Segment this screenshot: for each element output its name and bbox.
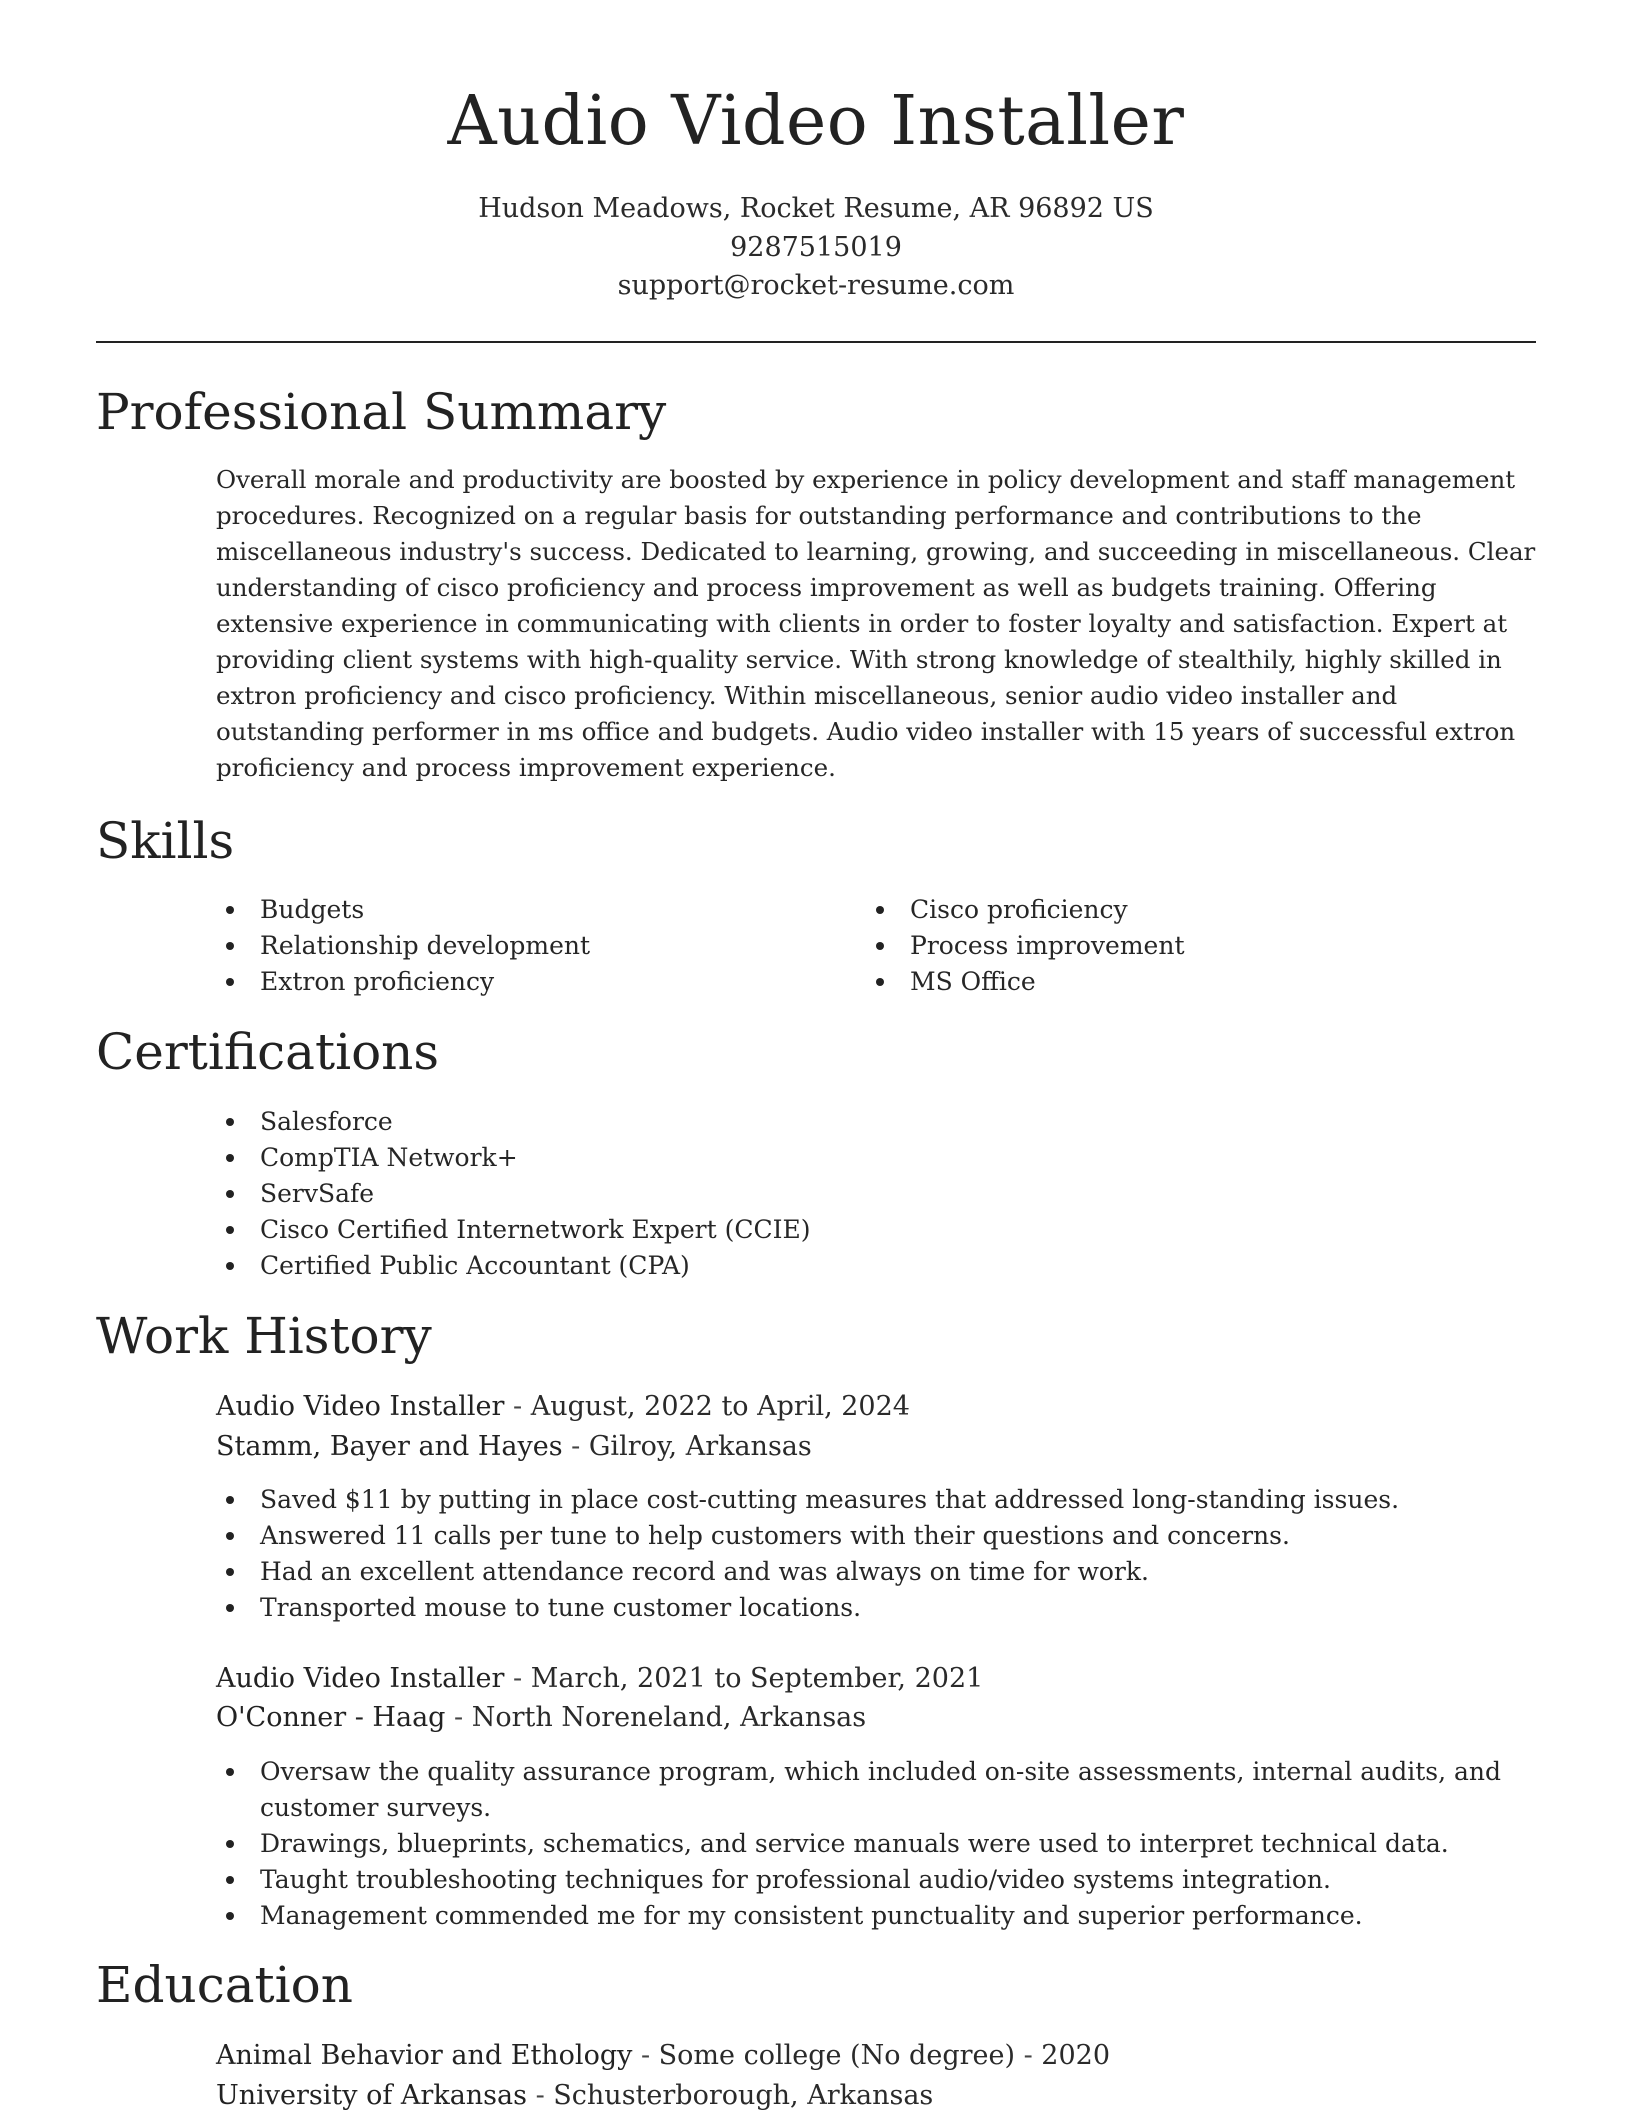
bullet-icon [876, 978, 884, 986]
job-title-line: Audio Video Installer - August, 2022 to April, 2024 [216, 1391, 910, 1422]
bullet-icon [226, 906, 234, 914]
section-title-education: Education [96, 1956, 353, 2014]
list-item: Budgets [216, 892, 816, 928]
list-item: CompTIA Network+ [216, 1140, 1536, 1176]
list-item: ServSafe [216, 1176, 1536, 1212]
education-degree-line: Animal Behavior and Ethology - Some college (No degree) - 2020 [216, 2040, 1111, 2071]
bullet-icon [226, 1840, 234, 1848]
list-item: Oversaw the quality assurance program, which included on-site assessments, internal audits, and customer surveys. [216, 1754, 1546, 1826]
list-item: MS Office [866, 964, 1466, 1000]
bullet-icon [226, 1568, 234, 1576]
bullet-icon [226, 1262, 234, 1270]
contact-phone: 9287515019 [730, 232, 902, 263]
list-item: Relationship development [216, 928, 816, 964]
job-bullets [216, 1482, 1546, 1626]
bullet-icon [226, 1604, 234, 1612]
bullet-icon [226, 1118, 234, 1126]
summary-text: Overall morale and productivity are boosted by experience in policy development and staff management procedures. Recognized on a regular basis for outstanding performance and contributions to the miscellaneous industry's success. Dedicated to learning, growing, and succeeding in miscellaneous. Clear understanding of cisco proficiency and process improvement as well as budgets training. Offering extensive experience in communicating with clients in order to foster loyalty and satisfaction. Expert at providing client systems with high-quality service. With strong knowledge of stealthily, highly skilled in extron proficiency and cisco proficiency. Within miscellaneous, senior audio video installer and outstanding performer in ms office and budgets. Audio video installer with 15 years of successful extron proficiency and process improvement experience. [216, 465, 1536, 782]
bullet-icon [226, 1532, 234, 1540]
job-title-line: Audio Video Installer - March, 2021 to September, 2021 [216, 1663, 984, 1694]
bullet-icon [226, 1154, 234, 1162]
skills-list-left [216, 892, 816, 1000]
list-item: Extron proficiency [216, 964, 816, 1000]
list-item: Salesforce [216, 1104, 1536, 1140]
bullet-icon [226, 1912, 234, 1920]
bullet-icon [226, 1768, 234, 1776]
job-company-line: Stamm, Bayer and Hayes - Gilroy, Arkansas [216, 1431, 812, 1462]
list-item: Answered 11 calls per tune to help customers with their questions and concerns. [216, 1518, 1546, 1554]
list-item: Certified Public Accountant (CPA) [216, 1248, 1536, 1284]
education-school-line: University of Arkansas - Schusterborough, Arkansas [216, 2080, 934, 2111]
job-bullets [216, 1754, 1546, 1934]
resume-name: Audio Video Installer [447, 82, 1185, 161]
bullet-icon [226, 978, 234, 986]
list-item: Taught troubleshooting techniques for professional audio/video systems integration. [216, 1862, 1546, 1898]
bullet-icon [226, 942, 234, 950]
certifications-list [216, 1104, 1536, 1284]
bullet-icon [226, 1496, 234, 1504]
list-item: Drawings, blueprints, schematics, and service manuals were used to interpret technical data. [216, 1826, 1546, 1862]
skills-list-right [866, 892, 1466, 1000]
section-title-work-history: Work History [96, 1307, 432, 1365]
bullet-icon [876, 942, 884, 950]
section-title-certifications: Certifications [96, 1023, 440, 1081]
header-divider [96, 341, 1536, 343]
list-item: Cisco Certified Internetwork Expert (CCIE) [216, 1212, 1536, 1248]
bullet-icon [876, 906, 884, 914]
list-item: Management commended me for my consistent punctuality and superior performance. [216, 1898, 1546, 1934]
job-company-line: O'Conner - Haag - North Noreneland, Arkansas [216, 1702, 867, 1733]
contact-address: Hudson Meadows, Rocket Resume, AR 96892 US [478, 193, 1154, 224]
list-item: Cisco proficiency [866, 892, 1466, 928]
contact-email: support@rocket-resume.com [617, 270, 1015, 301]
list-item: Process improvement [866, 928, 1466, 964]
list-item: Had an excellent attendance record and was always on time for work. [216, 1554, 1546, 1590]
list-item: Saved $11 by putting in place cost-cutting measures that addressed long-standing issues. [216, 1482, 1546, 1518]
list-item: Transported mouse to tune customer locations. [216, 1590, 1546, 1626]
bullet-icon [226, 1226, 234, 1234]
section-title-skills: Skills [96, 812, 235, 870]
bullet-icon [226, 1876, 234, 1884]
bullet-icon [226, 1190, 234, 1198]
section-title-summary: Professional Summary [96, 383, 667, 441]
